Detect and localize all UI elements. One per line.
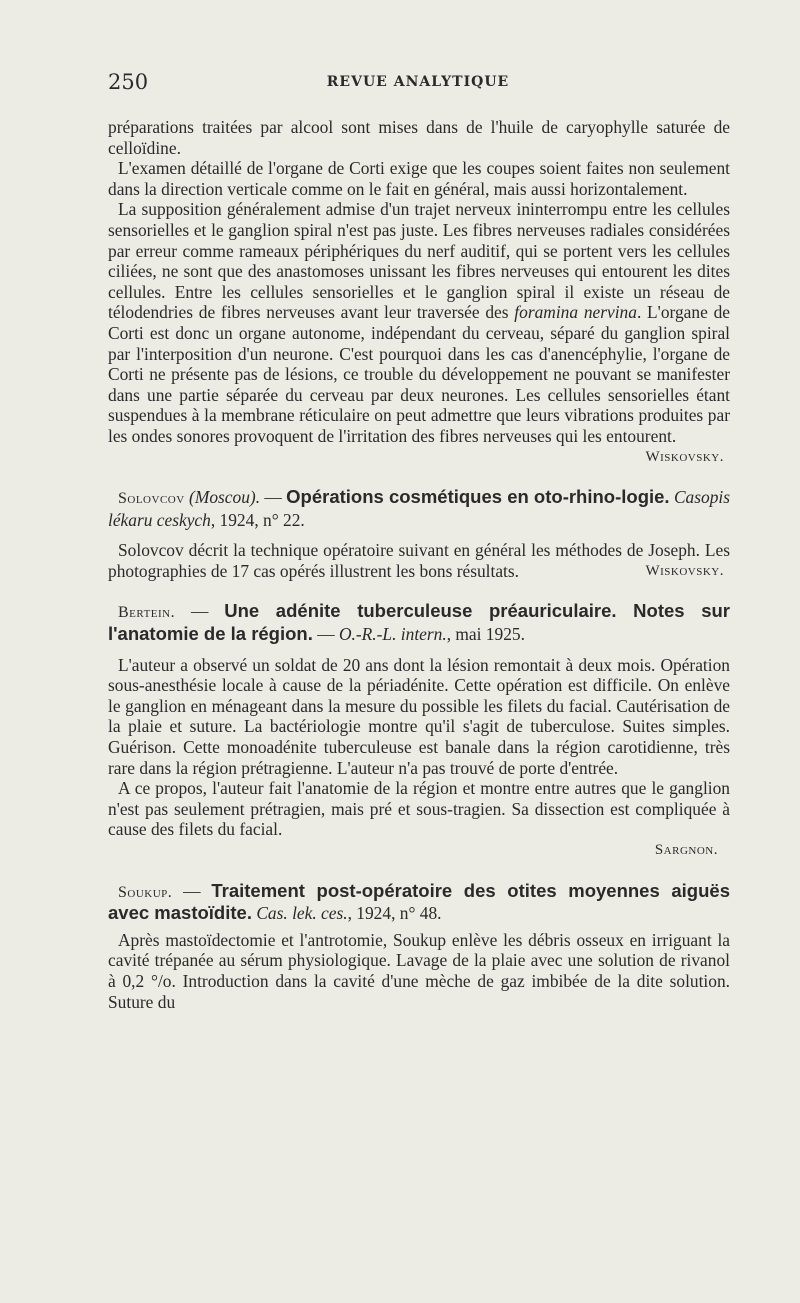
- reviewer-signature: Wiskovsky.: [645, 562, 724, 579]
- entry-title: Une adénite tuberculeuse préauriculaire. Notes sur l'anatomie de la région.: [108, 600, 730, 645]
- entry-author: Solovcov: [118, 490, 185, 508]
- entry-source-details: , mai 1925.: [446, 624, 525, 645]
- entry-source: Casopis lékaru ceskych: [108, 487, 730, 530]
- paragraph: [108, 199, 730, 467]
- paragraph: A ce propos, l'auteur fait l'anatomie de la région et montre entre autres que le ganglion n'est pas seulement prétragien, mais pré et sous-tragien. Sa dissection est compliquée à cause des filets du facial.: [108, 778, 730, 840]
- paragraph-text: La supposition généralement admise d'un trajet nerveux ininterrompu entre les cellules sensorielles et le ganglion spiral n'est pas juste. Les fibres nerveuses radiales considérées par erreur comme rameaux périphériques du nerf auditif, qui se portent vers les cellules ciliées, ne sont que des anastomoses unissant les fibres nerveuses qui entourent les dites cellules. Entre les cellules sensorielles et le ganglion spiral il existe un réseau de télodendries de fibres nerveuses avant leur traversée des: [108, 199, 730, 323]
- page-number: 250: [108, 70, 149, 94]
- latin-term: foramina nervina: [514, 302, 637, 323]
- entry-source-details: , 1924, n° 48.: [347, 903, 442, 924]
- paragraph: préparations traitées par alcool sont mises dans de l'huile de caryophylle saturée de celloïdine.: [108, 117, 730, 158]
- paragraph: L'auteur a observé un soldat de 20 ans dont la lésion remontait à deux mois. Opération sous-anesthésie locale à cause de la périadénite. Cette opération est difficile. On enlève le ganglion en ménageant dans la mesure du possible les filets du facial. Cautérisation de la plaie et suture. La bactériologie montre qu'il s'agit de tuberculose. Suites simples. Guérison. Cette monoadénite tuberculeuse est banale dans la région carotidienne, très rare dans la région prétragienne. L'auteur n'a pas trouvé de porte d'entrée.: [108, 654, 730, 778]
- running-head: REVUE ANALYTIQUE: [326, 74, 510, 90]
- entry-heading: Solovcov (Moscou). — Opérations cosmétiques en oto-rhino-logie. Casopis lékaru ceskych, 1924, n° 22.: [108, 486, 730, 530]
- paragraph: Après mastoïdectomie et l'antrotomie, Soukup enlève les débris osseux en irriguant la cavité trépanée au sérum physiologique. Lavage de la plaie avec une solution de rivanol à 0,2 °/o. Introduction dans la cavité d'une mèche de gaz imbibée de la dite solution. Suture du: [108, 929, 730, 1012]
- entry-author: Soukup.: [118, 883, 173, 901]
- paragraph-text: Solovcov décrit la technique opératoire suivant en général les méthodes de Joseph. Les photographies de 17 cas opérés illustrent les bons résultats.: [108, 540, 730, 581]
- reviewer-signature: Wiskovsky.: [645, 448, 724, 465]
- entry-heading: Soukup. — Traitement post-opératoire des otites moyennes aiguës avec mastoïdite. Cas. lek. ces., 1924, n° 48.: [108, 879, 730, 924]
- entry-title: Traitement post-opératoire des otites moyennes aiguës avec mastoïdite.: [108, 879, 730, 924]
- paragraph: L'examen détaillé de l'organe de Corti exige que les coupes soient faites non seulement dans la direction verticale comme on le fait en général, mais aussi horizontalement.: [108, 158, 730, 199]
- page-header: [108, 70, 728, 100]
- reviewer-signature: Sargnon.: [654, 842, 718, 858]
- entry-title: Opérations cosmétiques en oto-rhino-logie.: [286, 486, 670, 508]
- entry-heading: Bertein. — Une adénite tuberculeuse préauriculaire. Notes sur l'anatomie de la région. — O.-R.-L. intern., mai 1925.: [108, 600, 730, 645]
- entry-source: O.-R.-L. intern.: [338, 624, 447, 645]
- entry-author: Bertein.: [118, 604, 176, 622]
- paragraph: [108, 540, 730, 581]
- entry-source-details: , 1924, n° 22.: [210, 509, 305, 530]
- paragraph-text: . L'organe de Corti est donc un organe autonome, indépendant du cerveau, séparé du ganglion spiral par l'interposition d'un neurone. C'est pourquoi dans les cas d'anencéphylie, l'organe de Corti ne présente pas de lésions, ce trouble du développement ne pouvant se manifester dans une partie séparée du cerveau par deux neurones. Les cellules sensorielles étant suspendues à la membrane réticulaire on peut admettre que leurs vibrations produites par les ondes sonores provoquent de l'irritation des fibres nerveuses qui les entourent.: [108, 302, 730, 446]
- page-body: [108, 117, 730, 1012]
- entry-source: Cas. lek. ces.: [256, 903, 348, 924]
- entry-place: (Moscou).: [189, 487, 261, 508]
